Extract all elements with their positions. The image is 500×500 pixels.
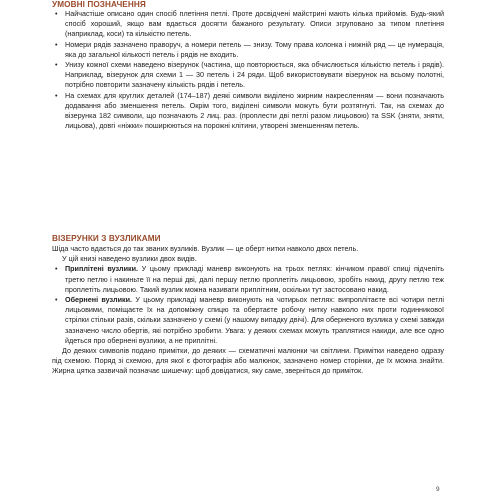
legend-section — [52, 9, 444, 131]
list-item-text: Номери рядів зазначено праворуч, а номери петель — знизу. Тому права колонка і нижній ряд — це нумерація, яка до загальної кількості петель і рядів не входить. — [65, 39, 444, 59]
list-item-title: Приплітені вузлики. — [65, 264, 139, 274]
knots-intro-paragraph-2: У цій книзі наведено вузлики двох видів. — [62, 254, 197, 264]
bullet-marker: • — [55, 9, 58, 18]
bullet-marker: • — [55, 60, 58, 70]
bullet-marker: • — [55, 39, 58, 49]
list-item-text: У цьому прикладі маневр виконують на чотирьох петлях: випроплітаєте всі чотири петлі лицьовими, поміщаєте їх на допоміжну спицю та обертаєте робочу нитку навколо них проти годинникової стрілки стільки разів, скільки зазначено у схемі (у нашому випадку двічі). Для оберненого вузлика у схемі завжди зазначено число обертів, які потрібно зробити. Увага: у деяких схемах можуть траплятися накиди, але все одно йдеться про обернені вузлики, а не приплітні. — [65, 295, 444, 345]
knots-bullet-list — [52, 264, 444, 346]
list-item — [52, 60, 444, 91]
list-item-text: Унизу кожної схеми наведено візерунок (частина, що повторюється, яка обчислюється кількістю петель і рядів). Наприклад, візерунок для схеми 1 — 30 петель і 24 ряди. Щоб використовувати візерунок на всьому полотні, потрібно повторити зазначену кількість рядів і петель. — [65, 60, 444, 90]
list-item-text: У цьому прикладі маневр виконують на трьох петлях: кінчиком правої спиці підчепіть третю петлю і накиньте її на перші дві, далі першу петлю проплетіть лицьовою, зробіть накид, другу петлю теж проплетіть лицьовою. Такий вузлик можна називати приплітним, оскільки тут застосовано накид. — [65, 264, 444, 294]
section-heading-knots: ВІЗЕРУНКИ З ВУЗЛИКАМИ — [52, 234, 161, 243]
knots-section — [52, 244, 444, 377]
document-page — [52, 0, 444, 500]
list-item — [52, 40, 444, 60]
list-item-text: Найчастіше описано один спосіб плетіння петлі. Проте досвідчені майстрині мають кілька прийомів. Будь-який спосіб хороший, якщо вам вдається досягти бажаного результату. Описи згруповано за типом плетіння (наприклад, коси) та кількістю петель. — [65, 9, 444, 39]
bullet-marker: • — [55, 295, 58, 305]
list-item — [52, 295, 444, 346]
list-item-text: На схемах для круглих деталей (174–187) деякі символи виділено жирним накресленням — вони позначають додавання або зменшення петель. Окрім того, виділені символи можуть бути розтягнуті. Так, на схемах до візерунка 182 символи, що позначають 2 лиц. раз. (проплести дві петлі разом лицьовою) та SSK (зняти, зняти, лицьова), довгі «ніжки» поширюються на порожні клітини, утворені зменшенням петель. — [65, 90, 444, 131]
list-item — [52, 264, 444, 295]
list-item — [52, 9, 444, 40]
knots-intro-paragraph: Шіда часто вдається до так званих вузликів. Вузлик — це оберт нитки навколо двох петель. — [52, 244, 359, 253]
bullet-marker: • — [55, 264, 58, 274]
legend-bullet-list — [52, 9, 444, 131]
list-item-title: Обернені вузлики. — [65, 295, 133, 305]
section-heading-legend: УМОВНІ ПОЗНАЧЕННЯ — [52, 0, 146, 9]
list-item — [52, 91, 444, 132]
page-number: 9 — [436, 486, 440, 493]
notes-paragraph: До деяких символів подано примітки, до деяких — схематичні малюнки чи світлини. Примітки наведено одразу під схемою. Поряд зі схемою, для якої є фотографія або малюнок, зазначено номер сторінки, де їх можна знайти. Жирна цятка зазвичай позначає шишечку: щоб довідатися, яку саме, зверніться до приміток. — [52, 346, 444, 376]
bullet-marker: • — [55, 90, 58, 100]
